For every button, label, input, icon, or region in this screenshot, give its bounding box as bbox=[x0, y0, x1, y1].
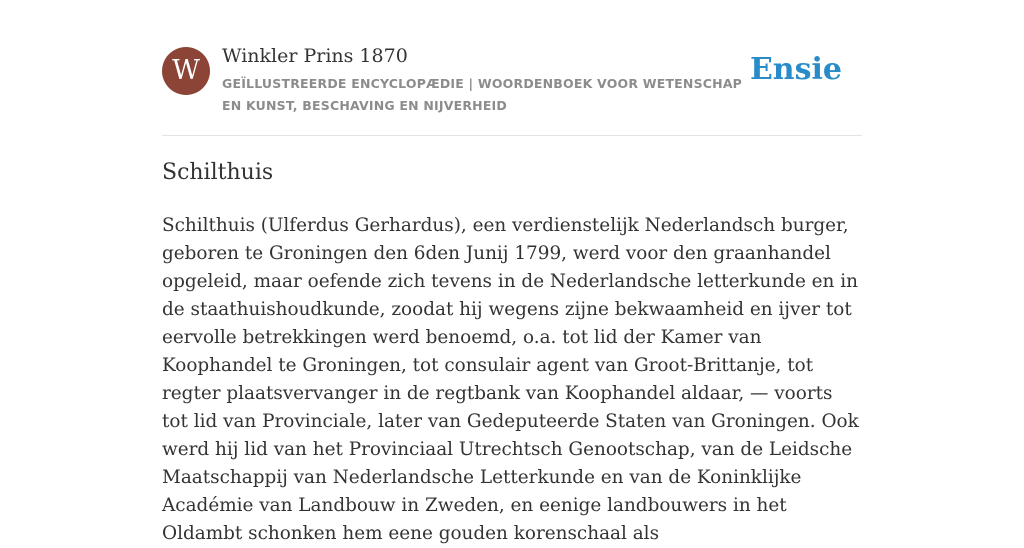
header bbox=[162, 0, 862, 136]
source-subtitle: GEÏLLUSTREERDE ENCYCLOPÆDIE | WOORDENBOEK VOOR WETENSCHAP EN KUNST, BESCHAVING EN NIJVERHEID bbox=[222, 76, 743, 113]
page bbox=[162, 0, 862, 544]
article-title: Schilthuis bbox=[162, 160, 274, 185]
source-title[interactable]: Winkler Prins 1870 bbox=[222, 45, 408, 67]
source-avatar[interactable]: W bbox=[162, 47, 210, 95]
article-body: Schilthuis (Ulferdus Gerhardus), een verdienstelijk Nederlandsch burger, geboren te Groningen den 6den Junij 1799, werd voor den graanhandel opgeleid, maar oefende zich tevens in de Nederlandsche letterkunde en in de staathuishoudkunde, zoodat hij wegens zijne bekwaamheid en ijver tot eervolle betrekkingen werd benoemd, o.a. tot lid der Kamer van Koophandel te Groningen, tot consulair agent van Groot-Brittanje, tot regter plaatsvervanger in de regtbank van Koophandel aldaar, — voorts tot lid van Provinciale, later van Gedeputeerde Staten van Groningen. Ook werd hij lid van het Provinciaal Utrechtsch Genootschap, van de Leidsche Maatschappij van Nederlandsche Letterkunde en van de Koninklijke Académie van Landbouw in Zweden, en eenige landbouwers in het Oldambt schonken hem eene gouden korenschaal als bbox=[162, 215, 859, 544]
ensie-logo[interactable]: Ensie bbox=[749, 52, 842, 87]
